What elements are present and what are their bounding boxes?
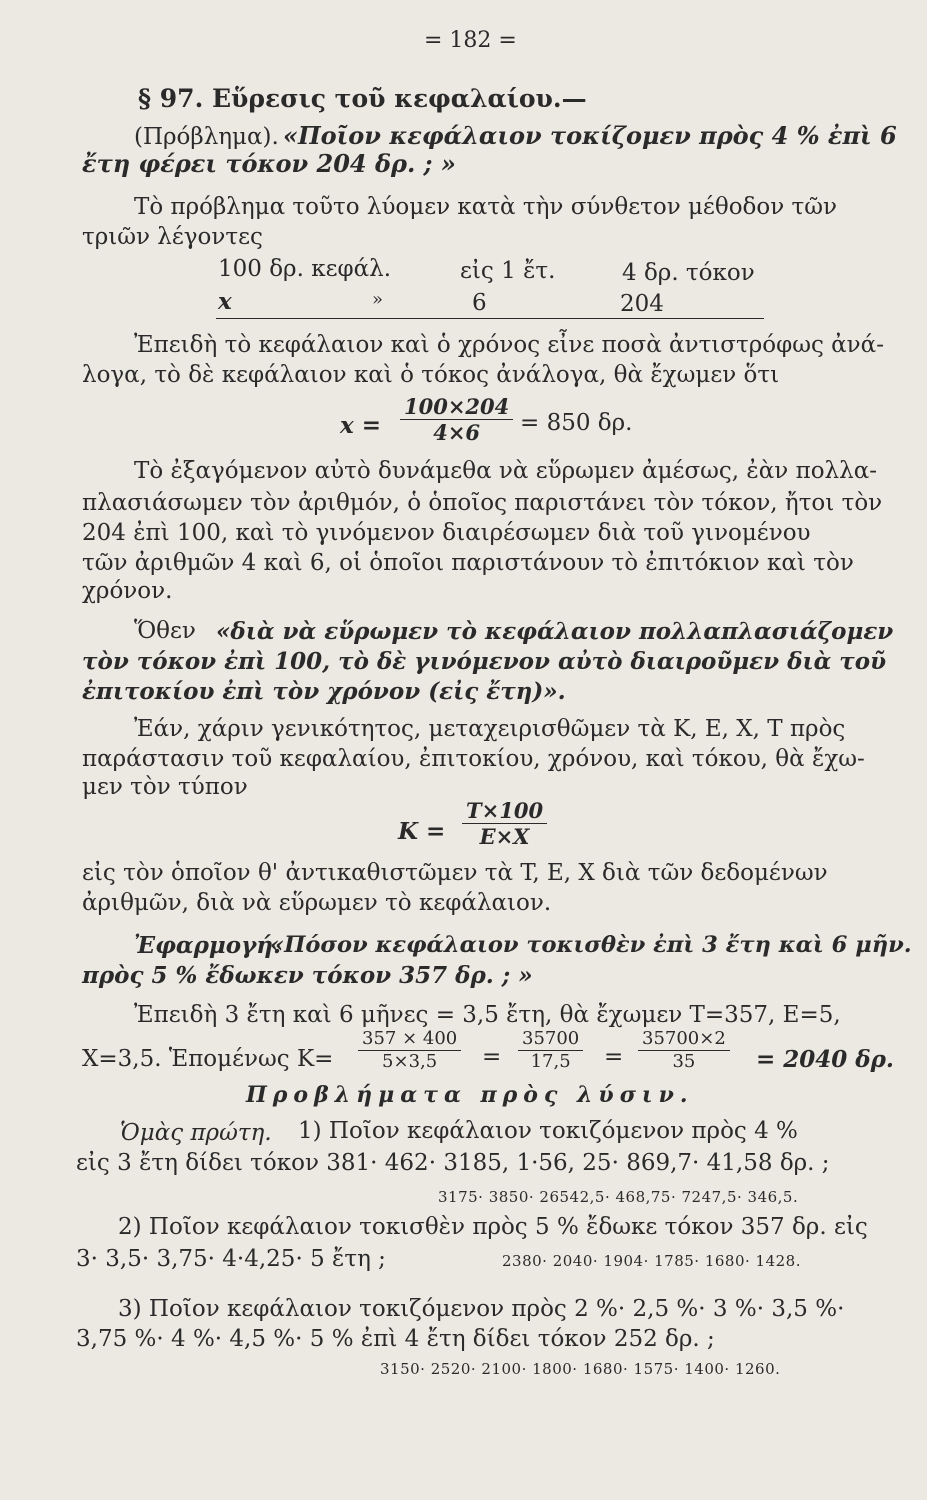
problem-statement-line2: ἔτη φέρει τόκον 204 δρ. ; »	[82, 149, 456, 178]
exercise1-answers: 3175· 3850· 26542,5· 468,75· 7247,5· 346,5.	[438, 1188, 799, 1206]
equation3-fraction1	[358, 1030, 461, 1071]
exercise3-answers: 3150· 2520· 2100· 1800· 1680· 1575· 1400· 1260.	[380, 1360, 781, 1378]
proportion-row2-ditto: »	[372, 289, 384, 310]
equation2-numerator: T×100	[462, 800, 547, 824]
exercise2-answers: 2380· 2040· 1904· 1785· 1680· 1428.	[502, 1252, 801, 1270]
paragraph-line: πλασιάσωμεν τὸν ἀριθμόν, ὁ ὁποῖος παριστάνει τὸν τόκον, ἤτοι τὸν	[82, 490, 883, 516]
proportion-row2-capital: x	[218, 288, 232, 315]
paragraph-line: Τὸ πρόβλημα τοῦτο λύομεν κατὰ τὴν σύνθετον μέθοδον τῶν	[134, 194, 837, 220]
exercise1-line1: 1) Ποῖον κεφάλαιον τοκιζόμενον πρὸς 4 %	[298, 1118, 798, 1144]
equation3-fraction3	[638, 1030, 730, 1071]
paragraph-line: Ἐπειδὴ 3 ἔτη καὶ 6 μῆνες = 3,5 ἔτη, θὰ ἔχωμεν T=357, E=5,	[134, 1002, 841, 1028]
exercise3-line2: 3,75 %· 4 %· 4,5 %· 5 % ἐπὶ 4 ἔτη δίδει τόκον 252 δρ. ;	[76, 1326, 715, 1352]
paragraph-line: χρόνον.	[82, 578, 173, 604]
equation3-fraction2	[518, 1030, 583, 1071]
paragraph-line: εἰς τὸν ὁποῖον θ' ἀντικαθιστῶμεν τὰ T, E, X διὰ τῶν δεδομένων	[82, 860, 828, 886]
paragraph-line: παράστασιν τοῦ κεφαλαίου, ἐπιτοκίου, χρόνου, καὶ τόκου, θὰ ἔχω-	[82, 746, 865, 772]
exercise3-line1: 3) Ποῖον κεφάλαιον τοκιζόμενον πρὸς 2 %· 2,5 %· 3 %· 3,5 %·	[118, 1296, 845, 1322]
application-label: Ἐφαρμογή.	[134, 932, 281, 959]
paragraph-line: τριῶν λέγοντες	[82, 224, 263, 250]
equals-sign: =	[604, 1044, 624, 1070]
equation1-lhs: x =	[340, 412, 381, 439]
proportion-row2-time: 6	[472, 290, 487, 316]
problem-statement-line1: «Ποῖον κεφάλαιον τοκίζομεν πρὸς 4 % ἐπὶ 6	[283, 121, 897, 150]
problem-label: (Πρόβλημα).	[134, 124, 279, 150]
equation1-fraction	[400, 396, 513, 443]
group-label: Ὁμὰς πρώτη.	[120, 1120, 272, 1146]
equation3-numerator1: 357 × 400	[358, 1030, 461, 1051]
equation1-denominator: 4×6	[433, 420, 481, 445]
paragraph-line: Ἐπειδὴ τὸ κεφάλαιον καὶ ὁ χρόνος εἶνε ποσὰ ἀντιστρόφως ἀνά-	[134, 332, 884, 358]
rule-statement-line2: τὸν τόκον ἐπὶ 100, τὸ δὲ γινόμενον αὐτὸ διαιροῦμεν διὰ τοῦ	[82, 648, 887, 675]
problems-heading: Προβλήματα πρὸς λύσιν.	[246, 1082, 694, 1108]
equation3-result: = 2040 δρ.	[756, 1046, 894, 1073]
equation2-denominator: E×X	[479, 824, 530, 849]
paragraph-line: Ἐάν, χάριν γενικότητος, μεταχειρισθῶμεν τὰ K, E, X, T πρὸς	[134, 716, 846, 742]
application-statement-line2: πρὸς 5 % ἔδωκεν τόκον 357 δρ. ; »	[82, 962, 533, 989]
exercise1-line2: εἰς 3 ἔτη δίδει τόκον 381· 462· 3185, 1·56, 25· 869,7· 41,58 δρ. ;	[76, 1150, 830, 1176]
equation3-numerator3: 35700×2	[638, 1030, 730, 1051]
proportion-row1-interest: 4 δρ. τόκον	[622, 260, 755, 286]
equals-sign: =	[482, 1044, 502, 1070]
equation3-denominator1: 5×3,5	[382, 1051, 438, 1072]
paragraph-line: τῶν ἀριθμῶν 4 καὶ 6, οἱ ὁποῖοι παριστάνουν τὸ ἐπιτόκιον καὶ τὸν	[82, 550, 854, 576]
equation2-fraction	[462, 800, 547, 847]
paragraph-line: 204 ἐπὶ 100, καὶ τὸ γινόμενον διαιρέσωμεν διὰ τοῦ γινομένου	[82, 520, 811, 546]
exercise2-line2: 3· 3,5· 3,75· 4·4,25· 5 ἔτη ;	[76, 1246, 386, 1272]
paragraph-line: μεν τὸν τύπον	[82, 774, 248, 800]
equation3-lhs: X=3,5. Ἑπομένως K=	[82, 1046, 334, 1072]
equation1-numerator: 100×204	[400, 396, 513, 420]
paragraph-line: ἀριθμῶν, διὰ νὰ εὕρωμεν τὸ κεφάλαιον.	[82, 890, 552, 916]
equation3-numerator2: 35700	[518, 1030, 583, 1051]
equation1-result: = 850 δρ.	[520, 410, 633, 436]
rule-statement-line3: ἐπιτοκίου ἐπὶ τὸν χρόνον (εἰς ἔτη)».	[82, 678, 566, 705]
page-number: = 182 =	[424, 28, 517, 53]
exercise2-line1: 2) Ποῖον κεφάλαιον τοκισθὲν πρὸς 5 % ἔδωκε τόκον 357 δρ. εἰς	[118, 1214, 868, 1240]
proportion-row1-time: εἰς 1 ἔτ.	[460, 258, 556, 284]
equation2-lhs: K =	[398, 818, 446, 845]
rule-statement-line1: «διὰ νὰ εὕρωμεν τὸ κεφάλαιον πολλαπλασιάζομεν	[216, 618, 894, 645]
paragraph-line: Τὸ ἐξαγόμενον αὐτὸ δυνάμεθα νὰ εὕρωμεν ἀμέσως, ἐὰν πολλα-	[134, 458, 878, 484]
rule-intro: Ὅθεν	[134, 618, 196, 644]
equation3-denominator3: 35	[672, 1051, 696, 1072]
paragraph-line: λογα, τὸ δὲ κεφάλαιον καὶ ὁ τόκος ἀνάλογα, θὰ ἔχωμεν ὅτι	[82, 362, 780, 388]
section-heading: § 97. Εὕρεσις τοῦ κεφαλαίου.—	[138, 84, 587, 113]
equation3-denominator2: 17,5	[530, 1051, 571, 1072]
proportion-row2-interest: 204	[620, 291, 664, 317]
proportion-rule	[216, 318, 764, 319]
application-statement-line1: «Πόσον κεφάλαιον τοκισθὲν ἐπὶ 3 ἔτη καὶ 6 μῆν.	[270, 932, 912, 958]
proportion-row1-capital: 100 δρ. κεφάλ.	[218, 256, 392, 282]
